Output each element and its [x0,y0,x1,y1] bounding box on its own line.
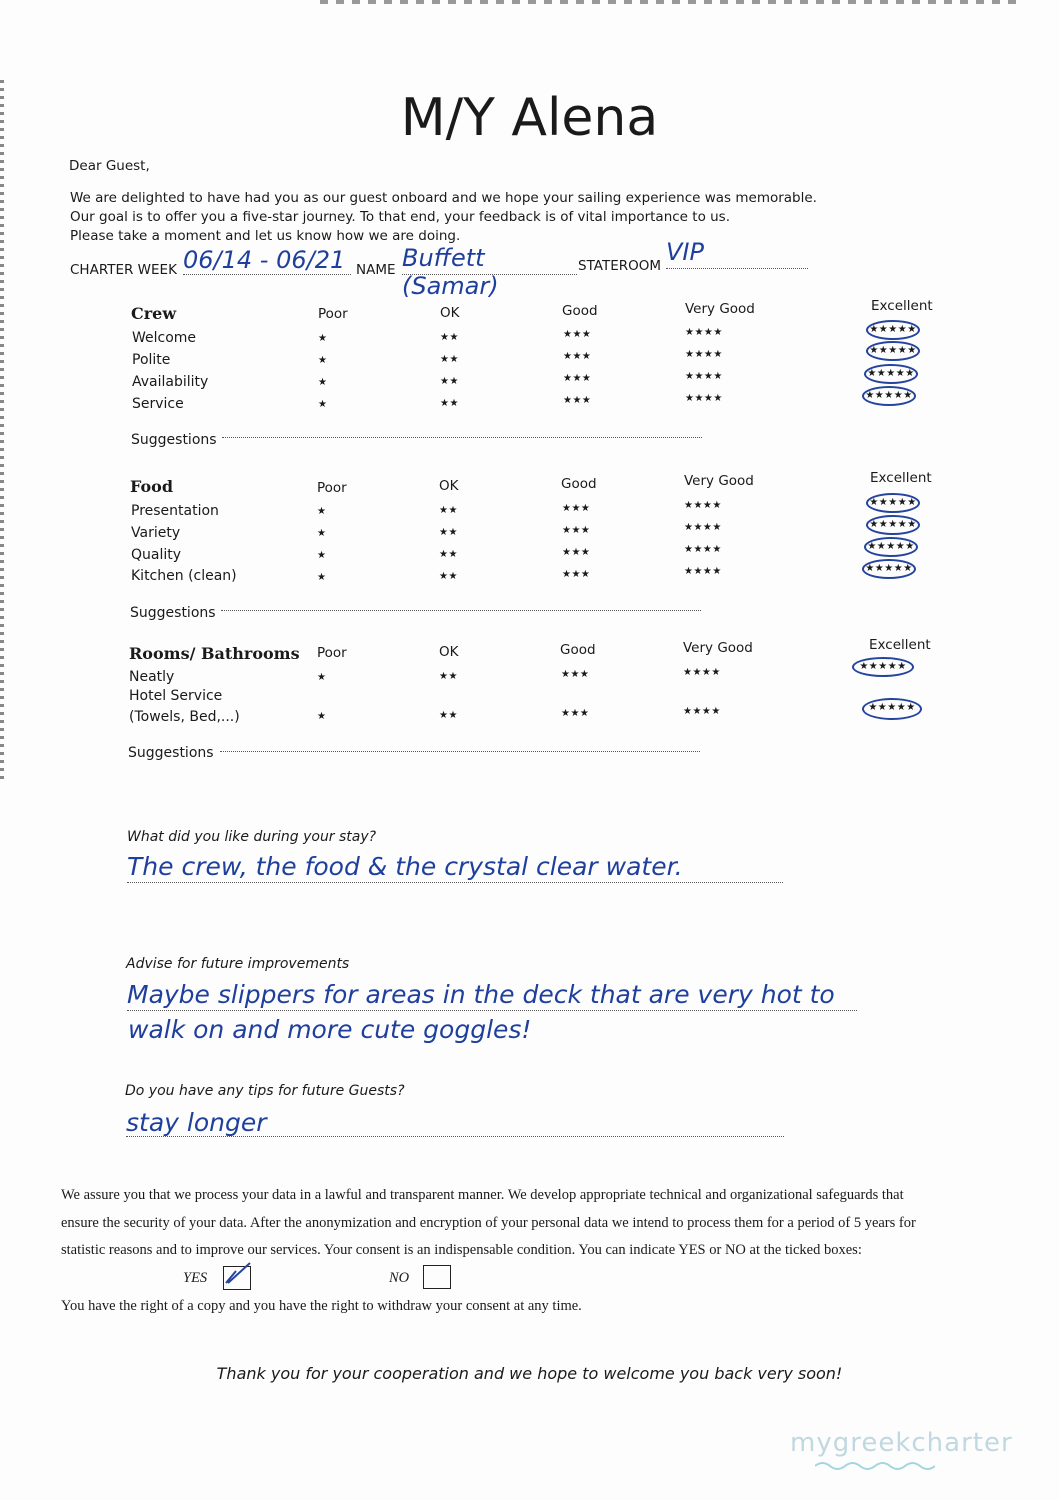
col-ok: OK [440,305,460,321]
rights-text: You have the right of a copy and you have the right to withdraw your consent at any time. [61,1298,582,1314]
suggestions-label-crew: Suggestions [131,432,217,448]
rating-poor[interactable]: ★ [318,377,328,388]
rating-ok[interactable]: ★★ [440,332,459,343]
rating-excellent-selected[interactable]: ★★★★★ [866,341,920,361]
rating-poor[interactable]: ★ [318,333,328,344]
rating-ok[interactable]: ★★ [439,505,458,516]
rating-ok[interactable]: ★★ [439,571,458,582]
watermark-logo: mygreekcharter [790,1428,1013,1458]
item-neatly: Neatly [129,669,175,685]
rating-ok[interactable]: ★★ [439,671,458,682]
rating-excellent-selected[interactable]: ★★★★★ [862,698,922,720]
rating-poor[interactable]: ★ [318,399,328,410]
section-title-crew: Crew [131,304,177,323]
rating-excellent-selected[interactable]: ★★★★★ [852,657,914,677]
rating-poor[interactable]: ★ [317,528,327,539]
section-title-food: Food [130,477,174,496]
col-ok: OK [439,478,459,494]
closing-text: Thank you for your cooperation and we hope to welcome you back very soon! [216,1364,843,1383]
answer-improvements-line-2[interactable]: walk on and more cute goggles! [128,1015,532,1044]
rating-very-good[interactable]: ★★★★ [685,327,723,338]
col-excellent: Excellent [870,470,932,486]
rating-very-good[interactable]: ★★★★ [685,393,723,404]
item-presentation: Presentation [131,503,219,519]
rating-excellent-selected[interactable]: ★★★★★ [864,537,918,557]
rating-very-good[interactable]: ★★★★ [683,667,721,678]
question-improvements: Advise for future improvements [126,956,350,972]
rating-good[interactable]: ★★★ [563,329,592,340]
rating-very-good[interactable]: ★★★★ [684,500,722,511]
no-label: NO [389,1270,410,1286]
rating-ok[interactable]: ★★ [440,376,459,387]
rating-ok[interactable]: ★★ [439,549,458,560]
rating-ok[interactable]: ★★ [440,354,459,365]
scan-edge-top [320,0,1020,4]
document-title: M/Y Alena [400,88,659,148]
legal-line-2: ensure the security of your data. After the anonymization and encryption of your personal data we intend to process them for a period of 5 years for [61,1215,916,1231]
answer-tips[interactable]: stay longer [126,1108,784,1137]
item-polite: Polite [132,352,171,368]
rating-good[interactable]: ★★★ [563,395,592,406]
col-very-good: Very Good [683,640,753,656]
rating-excellent-selected[interactable]: ★★★★★ [864,364,918,384]
yes-checkbox[interactable] [223,1266,251,1290]
rating-very-good[interactable]: ★★★★ [684,566,722,577]
rating-very-good[interactable]: ★★★★ [683,706,721,717]
col-poor: Poor [317,480,347,496]
rating-very-good[interactable]: ★★★★ [684,544,722,555]
rating-good[interactable]: ★★★ [562,525,591,536]
checkmark-icon [222,1261,252,1287]
item-welcome: Welcome [132,330,197,346]
stateroom-label: STATEROOM [578,258,662,274]
name-field[interactable]: Buffett (Samar) [402,244,577,275]
charter-week-field[interactable]: 06/14 - 06/21 [183,246,351,275]
section-title-rooms: Rooms/ Bathrooms [129,644,300,663]
rating-good[interactable]: ★★★ [562,547,591,558]
rating-poor[interactable]: ★ [317,711,327,722]
col-excellent: Excellent [869,637,931,653]
col-very-good: Very Good [684,473,754,489]
rating-very-good[interactable]: ★★★★ [685,349,723,360]
col-excellent: Excellent [871,298,933,314]
name-label: NAME [356,262,396,278]
col-ok: OK [439,644,459,660]
rating-very-good[interactable]: ★★★★ [685,371,723,382]
rating-excellent-selected[interactable]: ★★★★★ [866,320,920,340]
item-towels-bed: (Towels, Bed,...) [129,709,240,725]
stateroom-field[interactable]: VIP [666,238,808,269]
legal-line-1: We assure you that we process your data in a lawful and transparent manner. We develop appropriate technical and organizational safeguards that [61,1187,904,1203]
rating-poor[interactable]: ★ [318,355,328,366]
col-good: Good [562,303,598,319]
question-tips: Do you have any tips for future Guests? [125,1083,405,1099]
suggestions-label-rooms: Suggestions [128,745,214,761]
item-variety: Variety [131,525,181,541]
rating-excellent-selected[interactable]: ★★★★★ [866,493,920,513]
charter-week-label: CHARTER WEEK [70,262,177,278]
item-hotel-service: Hotel Service [129,688,223,704]
item-availability: Availability [132,374,209,390]
answer-improvements-line-1[interactable]: Maybe slippers for areas in the deck that are very hot to [127,980,857,1011]
intro-line-2: Our goal is to offer you a five-star journey. To that end, your feedback is of vital importance to us. [70,209,731,225]
rating-poor[interactable]: ★ [317,672,327,683]
suggestions-field-rooms[interactable] [220,739,700,752]
question-liked: What did you like during your stay? [127,829,377,845]
rating-excellent-selected[interactable]: ★★★★★ [862,386,916,406]
col-poor: Poor [318,306,348,322]
rating-poor[interactable]: ★ [317,572,327,583]
rating-excellent-selected[interactable]: ★★★★★ [866,515,920,535]
rating-very-good[interactable]: ★★★★ [684,522,722,533]
rating-poor[interactable]: ★ [317,550,327,561]
rating-good[interactable]: ★★★ [561,708,590,719]
item-kitchen: Kitchen (clean) [131,568,237,584]
col-good: Good [560,642,596,658]
item-quality: Quality [131,547,182,563]
yes-label: YES [183,1270,208,1286]
rating-good[interactable]: ★★★ [563,373,592,384]
suggestions-label-food: Suggestions [130,605,216,621]
scan-edge-left [0,80,4,780]
rating-ok[interactable]: ★★ [440,398,459,409]
item-service: Service [132,396,184,412]
greeting: Dear Guest, [69,158,150,174]
intro-line-3: Please take a moment and let us know how we are doing. [70,228,461,244]
col-good: Good [561,476,597,492]
suggestions-field-food[interactable] [221,598,701,611]
rating-good[interactable]: ★★★ [563,351,592,362]
rating-ok[interactable]: ★★ [439,710,458,721]
intro-line-1: We are delighted to have had you as our guest onboard and we hope your sailing experience was memorable. [70,190,817,206]
rating-good[interactable]: ★★★ [562,503,591,514]
rating-good[interactable]: ★★★ [562,569,591,580]
col-poor: Poor [317,645,347,661]
answer-liked[interactable]: The crew, the food & the crystal clear water. [127,852,783,883]
legal-line-3: statistic reasons and to improve our services. Your consent is an indispensable condition. You can indicate YES or NO at the ticked boxes: [61,1242,862,1258]
no-checkbox[interactable] [423,1265,451,1289]
col-very-good: Very Good [685,301,755,317]
rating-poor[interactable]: ★ [317,506,327,517]
suggestions-field-crew[interactable] [222,425,702,438]
rating-good[interactable]: ★★★ [561,669,590,680]
rating-ok[interactable]: ★★ [439,527,458,538]
rating-excellent-selected[interactable]: ★★★★★ [862,559,916,579]
wave-icon [815,1460,935,1472]
